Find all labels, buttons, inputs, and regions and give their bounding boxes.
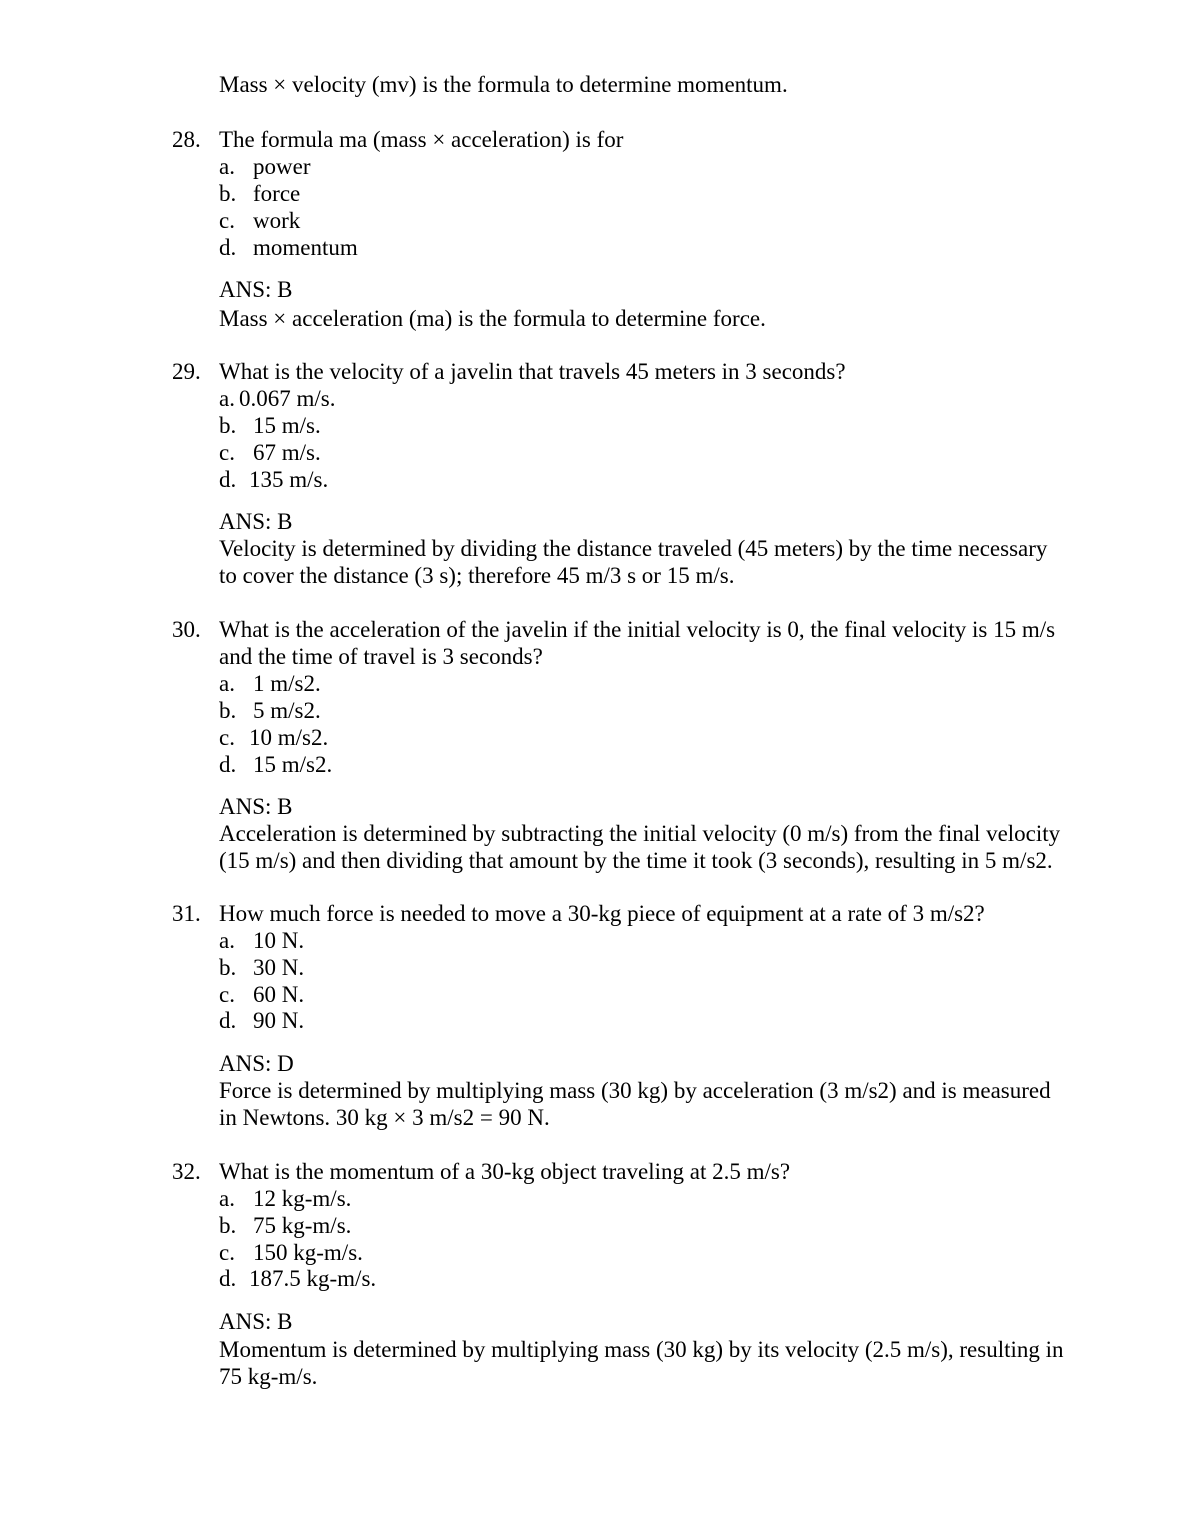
explanation-line: in Newtons. 30 kg × 3 m/s2 = 90 N. [219, 1105, 550, 1130]
option-text: 10 N. [253, 928, 305, 953]
option-letter: c. [219, 1240, 235, 1265]
explanation-line: Velocity is determined by dividing the distance traveled (45 meters) by the time necessary [219, 536, 1048, 561]
option-text: 67 m/s. [253, 440, 321, 465]
option-b [219, 412, 321, 439]
question-text: What is the velocity of a javelin that travels 45 meters in 3 seconds? [219, 359, 846, 384]
option-b [219, 180, 300, 207]
option-letter: b. [219, 1213, 237, 1238]
question-text: What is the momentum of a 30-kg object traveling at 2.5 m/s? [219, 1159, 791, 1184]
answer-key: ANS: B [219, 1309, 293, 1334]
option-d [219, 1265, 376, 1292]
option-c [219, 207, 300, 234]
question-number: 31. [172, 901, 201, 926]
option-text: 75 kg-m/s. [253, 1213, 352, 1238]
option-text: 1 m/s2. [253, 671, 321, 696]
option-letter: b. [219, 413, 237, 438]
option-letter: d. [219, 752, 237, 777]
option-a [219, 153, 310, 180]
option-text: force [253, 181, 301, 206]
option-d [219, 234, 358, 261]
option-letter: c. [219, 982, 235, 1007]
explanation-line: Force is determined by multiplying mass (30 kg) by acceleration (3 m/s2) and is measured [219, 1078, 1051, 1103]
option-text: 30 N. [253, 955, 305, 980]
explanation-line: Mass × acceleration (ma) is the formula to determine force. [219, 306, 766, 331]
question-text: What is the acceleration of the javelin if the initial velocity is 0, the final velocity is 15 m/s [219, 617, 1056, 642]
answer-key: ANS: B [219, 794, 293, 819]
option-letter: a. [219, 671, 235, 696]
answer-key: ANS: D [219, 1051, 294, 1076]
option-text: 0.067 m/s. [238, 386, 336, 411]
option-c [219, 981, 304, 1008]
option-letter: d. [219, 1008, 237, 1033]
explanation-line: (15 m/s) and then dividing that amount by the time it took (3 seconds), resulting in 5 m/s2. [219, 848, 1053, 873]
answer-key: ANS: B [219, 277, 293, 302]
option-d [219, 466, 328, 493]
option-c [219, 1239, 363, 1266]
question-number: 30. [172, 617, 201, 642]
option-text: 187.5 kg-m/s. [249, 1266, 377, 1291]
option-text: 135 m/s. [249, 467, 329, 492]
intro-explanation: Mass × velocity (mv) is the formula to determine momentum. [219, 72, 788, 97]
option-letter: a. [219, 1186, 235, 1211]
option-text: 90 N. [253, 1008, 305, 1033]
option-letter: b. [219, 955, 237, 980]
option-a [219, 385, 335, 412]
option-text: 5 m/s2. [253, 698, 321, 723]
option-text: work [253, 208, 301, 233]
option-d [219, 751, 332, 778]
option-b [219, 954, 304, 981]
option-b [219, 1212, 351, 1239]
option-letter: d. [219, 235, 237, 260]
question-text: and the time of travel is 3 seconds? [219, 644, 543, 669]
option-letter: c. [219, 725, 235, 750]
option-letter: b. [219, 181, 237, 206]
option-text: 15 m/s. [253, 413, 321, 438]
question-number: 32. [172, 1159, 201, 1184]
option-a [219, 670, 321, 697]
option-letter: b. [219, 698, 237, 723]
option-letter: a. [219, 154, 235, 179]
option-c [219, 724, 328, 751]
option-letter: a. [219, 386, 235, 411]
answer-key: ANS: B [219, 509, 293, 534]
option-letter: d. [219, 1266, 237, 1291]
question-number: 29. [172, 359, 201, 384]
option-c [219, 439, 321, 466]
option-a [219, 927, 304, 954]
question-text: The formula ma (mass × acceleration) is for [219, 127, 624, 152]
option-letter: c. [219, 208, 235, 233]
option-letter: c. [219, 440, 235, 465]
option-letter: a. [219, 928, 235, 953]
question-number: 28. [172, 127, 201, 152]
option-text: 60 N. [253, 982, 305, 1007]
question-text: How much force is needed to move a 30-kg piece of equipment at a rate of 3 m/s2? [219, 901, 985, 926]
option-text: 10 m/s2. [249, 725, 329, 750]
explanation-line: to cover the distance (3 s); therefore 45 m/3 s or 15 m/s. [219, 563, 735, 588]
option-text: 12 kg-m/s. [253, 1186, 352, 1211]
option-text: momentum [253, 235, 358, 260]
option-b [219, 697, 321, 724]
explanation-line: Acceleration is determined by subtracting the initial velocity (0 m/s) from the final velocity [219, 821, 1061, 846]
option-d [219, 1007, 304, 1034]
option-letter: d. [219, 467, 237, 492]
explanation-line: 75 kg-m/s. [219, 1364, 318, 1389]
option-a [219, 1185, 351, 1212]
option-text: power [253, 154, 311, 179]
explanation-line: Momentum is determined by multiplying mass (30 kg) by its velocity (2.5 m/s), resulting in [219, 1337, 1064, 1362]
option-text: 15 m/s2. [253, 752, 333, 777]
option-text: 150 kg-m/s. [253, 1240, 363, 1265]
